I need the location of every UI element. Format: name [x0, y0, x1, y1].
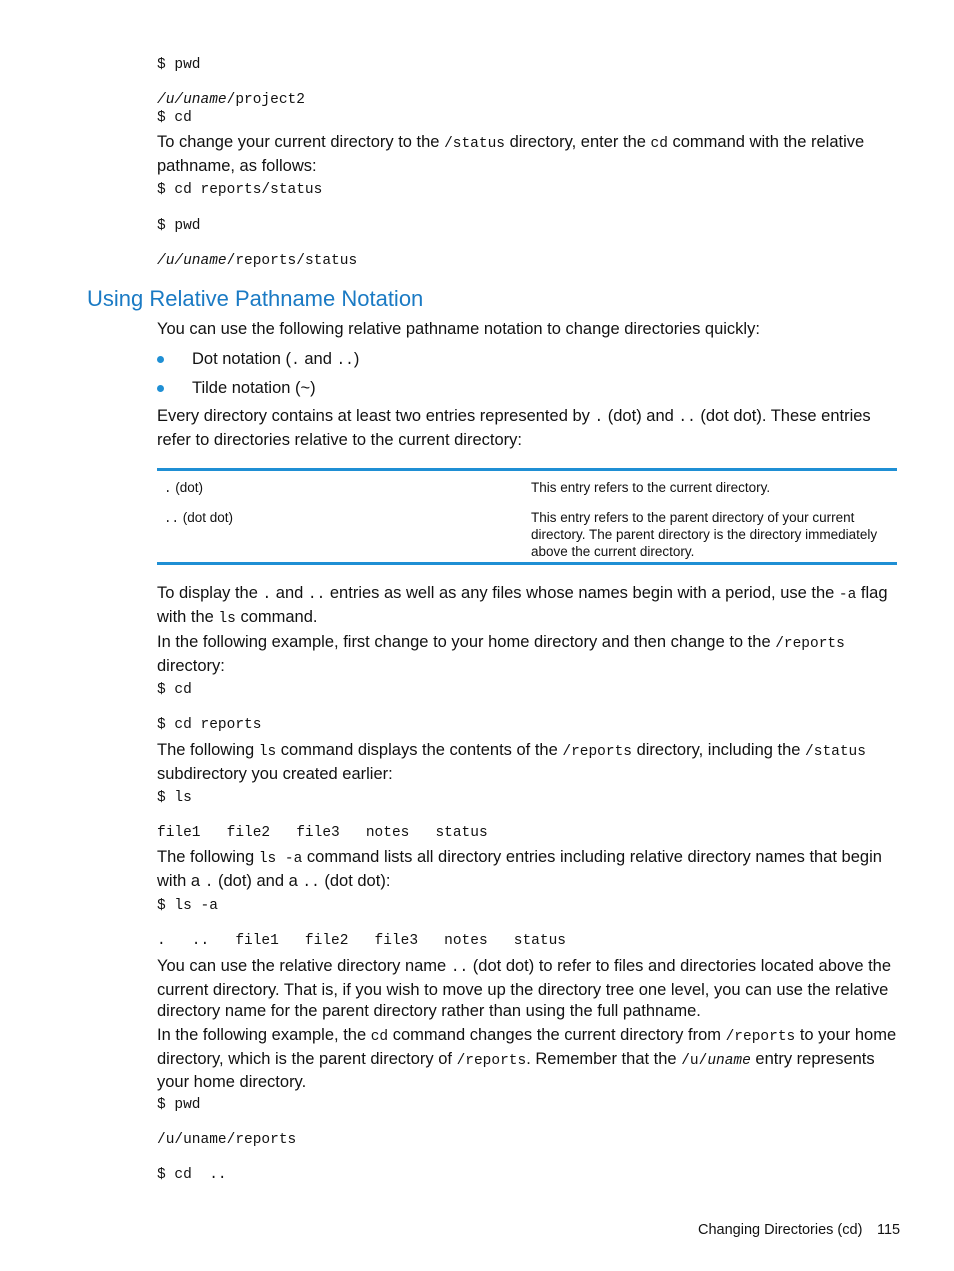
inline-code: /reports [775, 636, 845, 652]
table-cell-entry [164, 479, 203, 498]
inline-code: . [291, 353, 300, 369]
code-path-rest: /project2 [226, 92, 305, 108]
code-path-italic: /u/uname [157, 253, 227, 269]
text: flag with the [157, 584, 888, 626]
inline-code: /status [805, 744, 866, 760]
inline-code: . [204, 874, 214, 891]
text: (dot) and [603, 407, 679, 425]
bullet-text [192, 349, 359, 373]
inline-code: .. [164, 512, 180, 526]
text: In the following example, the [157, 1026, 371, 1044]
text: entry represents your home directory. [157, 1049, 875, 1091]
bullet-icon [157, 356, 164, 363]
paragraph-ls-contents [157, 740, 899, 785]
code-path-output [157, 253, 357, 270]
text: (dot dot). These entries refer to directories relative to the current directory: [157, 407, 871, 449]
text: Every directory contains at least two entries represented by [157, 407, 595, 425]
text: command. [235, 607, 318, 626]
text: (dot dot) [179, 510, 234, 525]
code-cd-reports-status: $ cd reports/status [157, 182, 323, 198]
inline-code: -a [838, 587, 857, 603]
inline-code: .. [336, 353, 354, 369]
code-cd: $ cd [157, 682, 192, 698]
paragraph-notation-intro: You can use the following relative pathname notation to change directories quickly: [157, 320, 760, 338]
inline-code: .. [307, 587, 326, 603]
text: to your home directory, which is the parent directory of [157, 1026, 897, 1068]
footer-page-number: 115 [877, 1222, 901, 1238]
code-path-italic: /u/uname [157, 92, 227, 108]
code-pwd: $ pwd [157, 218, 201, 234]
code-path-rest: /reports/status [226, 253, 358, 269]
text: The following [157, 741, 259, 759]
inline-code: /u/ [681, 1052, 708, 1069]
text: command changes the current directory from [388, 1026, 726, 1044]
code-cd-reports: $ cd reports [157, 717, 262, 733]
text: entries as well as any files whose names begin with a period, use the [325, 584, 839, 602]
text: command with the relative pathname, as follows: [157, 133, 865, 175]
paragraph-change-directory [157, 132, 899, 177]
footer-section-title: Changing Directories (cd) [698, 1222, 863, 1238]
inline-code: ls -a [258, 851, 303, 867]
text: directory, enter the [505, 133, 651, 151]
text: subdirectory you created earlier: [157, 764, 393, 783]
table-cell-description: This entry refers to the parent directory of your current directory. The parent directory is the directory immediately above the current directory. [531, 510, 878, 559]
text: The following [157, 848, 259, 866]
text: (dot dot): [319, 871, 391, 890]
inline-code: . [262, 587, 272, 603]
paragraph-ls-a [157, 847, 899, 894]
code-ls-a-output: . .. file1 file2 file3 notes status [157, 933, 566, 949]
paragraph-example-parent [157, 1025, 899, 1094]
text: Dot notation ( [192, 350, 292, 368]
inline-code: ls [258, 744, 277, 760]
text: To display the [157, 584, 263, 602]
code-path-output [157, 92, 305, 109]
text: command lists all directory entries including relative directory names that begin with a [157, 848, 882, 890]
inline-code: . [594, 410, 604, 426]
bullet-text: Tilde notation (~) [192, 379, 316, 397]
text: In the following example, first change to your home directory and then change to the [157, 633, 776, 651]
inline-code: cd [370, 1029, 389, 1045]
inline-code: /reports [725, 1029, 796, 1045]
code-cd-dotdot: $ cd .. [157, 1167, 227, 1183]
text: You can use the relative directory name [157, 957, 451, 975]
paragraph-relative-parent [157, 956, 899, 1023]
paragraph-display-entries [157, 583, 899, 630]
code-ls-output: file1 file2 file3 notes status [157, 825, 488, 841]
text: (dot dot) to refer to files and directories located above the current directory. That is, if you wish to move up the directory tree one level, you can use the relative directory name for the parent directory rather than using the full pathname. [157, 957, 892, 1020]
inline-code: . [164, 482, 172, 496]
text: . Remember that the [526, 1049, 682, 1068]
code-path-output: /u/uname/reports [157, 1132, 297, 1148]
inline-code: /reports [456, 1052, 527, 1069]
code-pwd: $ pwd [157, 1097, 201, 1113]
inline-code: .. [678, 410, 696, 426]
text: To change your current directory to the [157, 133, 445, 151]
table-cell-description: This entry refers to the current directory. [531, 480, 771, 495]
paragraph-entries [157, 406, 899, 451]
text: directory: [157, 656, 225, 675]
text: ) [353, 350, 360, 368]
notation-table [157, 468, 897, 565]
text: command displays the contents of the [276, 741, 563, 759]
bullet-icon [157, 385, 164, 392]
inline-code: /status [444, 136, 505, 152]
code-ls-a: $ ls -a [157, 898, 218, 914]
inline-code: .. [450, 960, 469, 976]
inline-code: /reports [562, 744, 632, 760]
table-cell-entry [164, 509, 233, 528]
code-cd: $ cd [157, 110, 192, 126]
text: and [271, 584, 308, 602]
inline-code-italic: uname [707, 1052, 751, 1069]
code-pwd: $ pwd [157, 57, 201, 73]
text: and [299, 350, 337, 368]
inline-code: .. [302, 874, 320, 891]
text: directory, including the [632, 741, 806, 759]
text: (dot) [171, 480, 204, 495]
code-ls: $ ls [157, 790, 192, 806]
paragraph-example-home [157, 632, 899, 677]
inline-code: ls [218, 610, 236, 627]
section-heading: Using Relative Pathname Notation [87, 286, 424, 311]
inline-code: cd [650, 136, 668, 152]
text: (dot) and a [213, 871, 303, 890]
